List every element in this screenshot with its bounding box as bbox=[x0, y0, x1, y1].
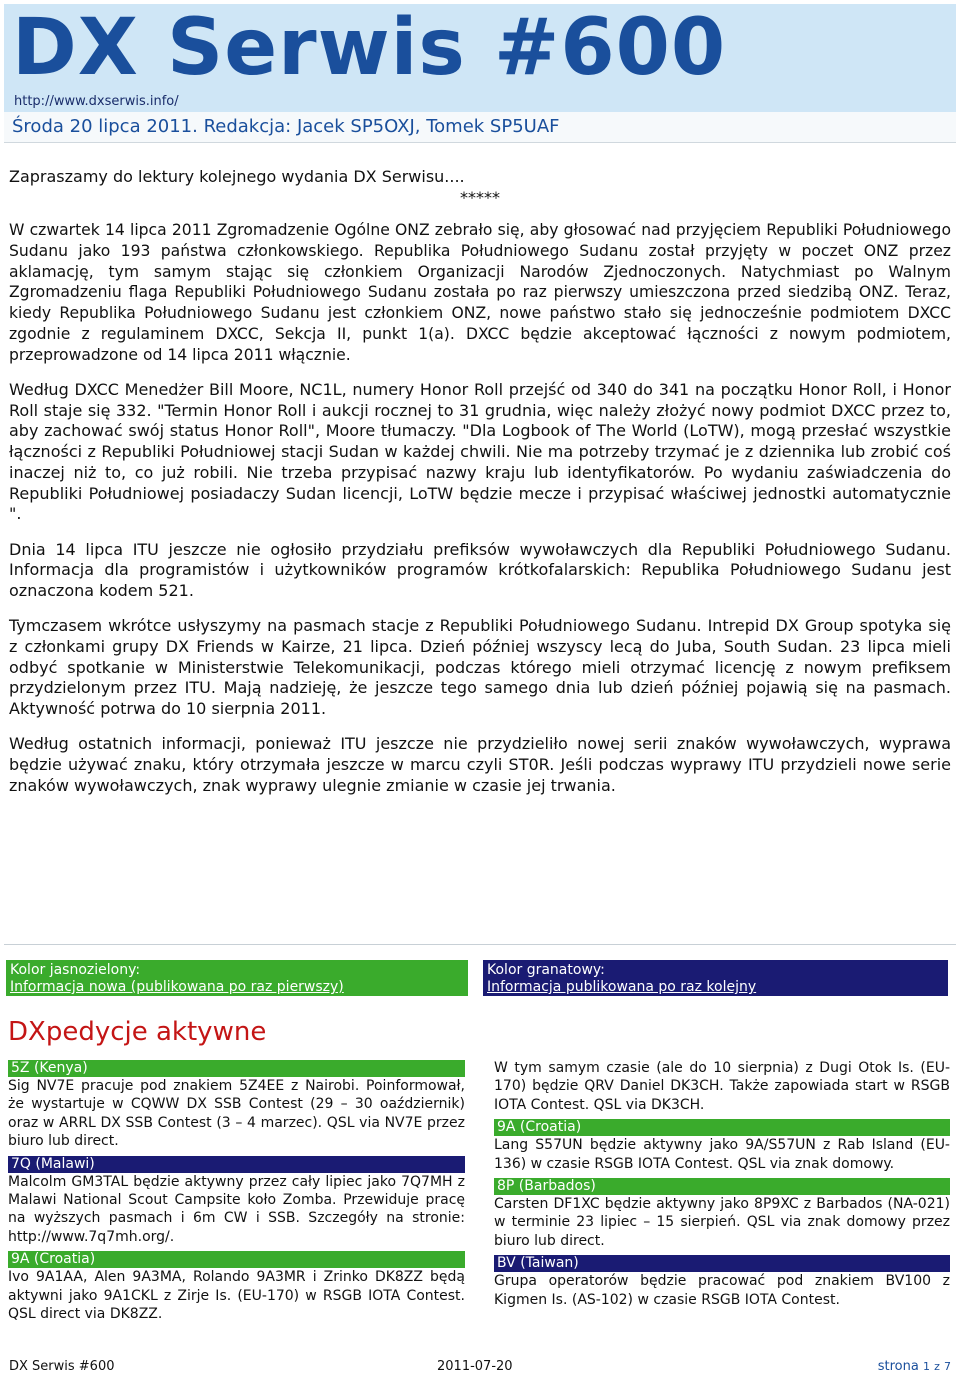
entry-band: 9A (Croatia) bbox=[8, 1251, 465, 1268]
entry-text: Sig NV7E pracuje pod znakiem 5Z4EE z Nairobi. Poinformował, że wystartuje w CQWW DX SSB Contest (29 – 30 oaździernik) oraz w ARRL DX SSB Contest (3 – 4 marzec). QSL via NV7E przez biuro lub direct. bbox=[8, 1078, 465, 1150]
legend-repeat-title: Kolor granatowy: bbox=[487, 962, 605, 978]
separator-stars: ***** bbox=[460, 188, 500, 207]
section-heading-active-dxpeditions: DXpedycje aktywne bbox=[8, 1017, 267, 1047]
website-link[interactable]: http://www.dxserwis.info/ bbox=[14, 94, 179, 109]
entry-text: Grupa operatorów będzie pracować pod znakiem BV100 z Kigmen Is. (AS-102) w czasie RSGB IOTA Contest. bbox=[494, 1273, 950, 1308]
article-paragraph: Tymczasem wkrótce usłyszymy na pasmach stacje z Republiki Południowego Sudanu. Intrepid DX Group spotyka się z członkami grupy DX Friends w Kairze, 21 lipca. Dzień później wszyscy lecą do Juba, South Sudan. 23 lipca mieli odbyć spotkanie w Ministerstwie Telekomunikacji, podczas którego mieli otrzymać licencję z nowym prefiksem przydzielonym przez ITU. Mają nadzieję, że jeszcze tego samego dnia lub dzień później pojawią się na pasmach. Aktywność potrwa do 10 sierpnia 2011. bbox=[9, 616, 951, 718]
page-counter bbox=[878, 1358, 951, 1376]
newsletter-title: DX Serwis #600 bbox=[12, 3, 727, 93]
dxpedition-column-right bbox=[494, 1059, 950, 1314]
entry-band: 9A (Croatia) bbox=[494, 1119, 950, 1136]
section-divider bbox=[4, 944, 956, 945]
page-current: 1 bbox=[922, 1360, 930, 1373]
page-label: strona bbox=[877, 1359, 919, 1374]
entry-text: Ivo 9A1AA, Alen 9A3MA, Rolando 9A3MR i Zrinko DK8ZZ będą aktywni jako 9A1CKL z Zirje Is. (EU-170) w RSGB IOTA Contest. QSL direct via DK8ZZ. bbox=[8, 1269, 465, 1323]
page-total: 7 bbox=[944, 1360, 951, 1373]
footer-date: 2011-07-20 bbox=[437, 1359, 513, 1374]
article-paragraph: W czwartek 14 lipca 2011 Zgromadzenie Ogólne ONZ zebrało się, aby głosować nad przyjęciem Republiki Południowego Sudanu jako 193 państwa członkowskiego. Republika Południowego Sudanu został przyjęty w poczet ONZ przez aklamację, tym samym stając się członkiem Organizacji Narodów Zjednoczonych. Natychmiast po Walnym Zgromadzeniu flaga Republiki Południowego Sudanu została po raz pierwszy umieszczona przed siedzibą ONZ. Teraz, kiedy Republika Południowego Sudanu jest członkiem ONZ, nowe państwo stało się jednocześnie podmiotem DXCC zgodnie z regulaminem DXCC, Sekcja II, punkt 1(a). DXCC będzie akceptować łączności z nowym podmiotem, przeprowadzone od 14 lipca 2011 włącznie. bbox=[9, 221, 951, 364]
page-separator: z bbox=[934, 1360, 940, 1373]
intro-text: Zapraszamy do lektury kolejnego wydania DX Serwisu.... bbox=[9, 167, 465, 186]
entry-band: 7Q (Malawi) bbox=[8, 1156, 465, 1173]
issue-dateline: Środa 20 lipca 2011. Redakcja: Jacek SP5OXJ, Tomek SP5UAF bbox=[4, 112, 956, 143]
entry-text: Lang S57UN będzie aktywny jako 9A/S57UN z Rab Island (EU-136) w czasie RSGB IOTA Contest. QSL via znak domowy. bbox=[494, 1137, 950, 1172]
article-paragraph: Dnia 14 lipca ITU jeszcze nie ogłosiło przydziału prefiksów wywoławczych dla Republiki Południowego Sudanu. Informacja dla programistów i użytkowników programów krótkofalarskich: Republika Południowego Sudanu jest oznaczona kodem 521. bbox=[9, 539, 951, 600]
page-footer bbox=[9, 1358, 951, 1376]
legend-repeat-info bbox=[483, 960, 948, 996]
entry-band: 5Z (Kenya) bbox=[8, 1060, 465, 1077]
legend-new-title: Kolor jasnozielony: bbox=[10, 962, 141, 978]
entry-band: 8P (Barbados) bbox=[494, 1178, 950, 1195]
entry-text: Malcolm GM3TAL będzie aktywny przez cały lipiec jako 7Q7MH z Malawi National Scout Campsite koło Zomba. Przewiduje pracę na wyższych pasmach i 6m CW i SSB. Szczegóły na stronie: http://www.7q7mh.org/. bbox=[8, 1173, 465, 1245]
footer-title: DX Serwis #600 bbox=[9, 1359, 115, 1374]
entry-band: BV (Taiwan) bbox=[494, 1255, 950, 1272]
article-body bbox=[9, 166, 951, 811]
dxpedition-column-left bbox=[8, 1060, 465, 1328]
article-paragraph: Według DXCC Menedżer Bill Moore, NC1L, numery Honor Roll przejść od 340 do 341 na początku Honor Roll, i Honor Roll staje się 332. "Termin Honor Roll i aukcji rocznej to 31 grudnia, więc należy złożyć nowy podmiot DXCC przez to, aby zachować swój status Honor Roll", Moore tłumaczy. "Dla Logbook of The World (LoTW), mogą przesłać wszystkie łączności z Republiki Południowej stacji Sudan w każdej chwili. Nie ma potrzeby trzymać je z dziennika lub zrobić coś inaczej niż to, co już robili. Nie trzeba przypisać nazwy kraju lub identyfikatorów. Po wydaniu zaświadczenia do Republiki Południowej posiadaczy Sudan licencji, LoTW będzie mecze i przypisać właściwej jednostki automatycznie ". bbox=[9, 380, 951, 524]
entry-text: Carsten DF1XC będzie aktywny jako 8P9XC z Barbados (NA-021) w terminie 23 lipiec – 15 sierpień. QSL via znak domowy przez biuro lub direct. bbox=[494, 1196, 950, 1249]
article-paragraph: Według ostatnich informacji, ponieważ ITU jeszcze nie przydzieliło nowej serii znaków wywoławczych, wyprawa będzie używać znaku, który otrzymała jeszcze w marcu czyli ST0R. Jeśli podczas wyprawy ITU przydzieli nowe serie znaków wywoławczych, znak wyprawy ulegnie zmianie w czasie jej trwania. bbox=[9, 734, 951, 795]
legend-repeat-text: Informacja publikowana po raz kolejny bbox=[487, 979, 757, 995]
legend-new-info bbox=[6, 960, 468, 996]
legend-new-text: Informacja nowa (publikowana po raz pierwszy) bbox=[10, 979, 344, 995]
masthead bbox=[4, 4, 956, 113]
entry-text: W tym samym czasie (ale do 10 sierpnia) z Dugi Otok Is. (EU-170) będzie QRV Daniel DK3CH. Także zapowiada start w RSGB IOTA Contest. QSL via DK3CH. bbox=[494, 1060, 950, 1113]
